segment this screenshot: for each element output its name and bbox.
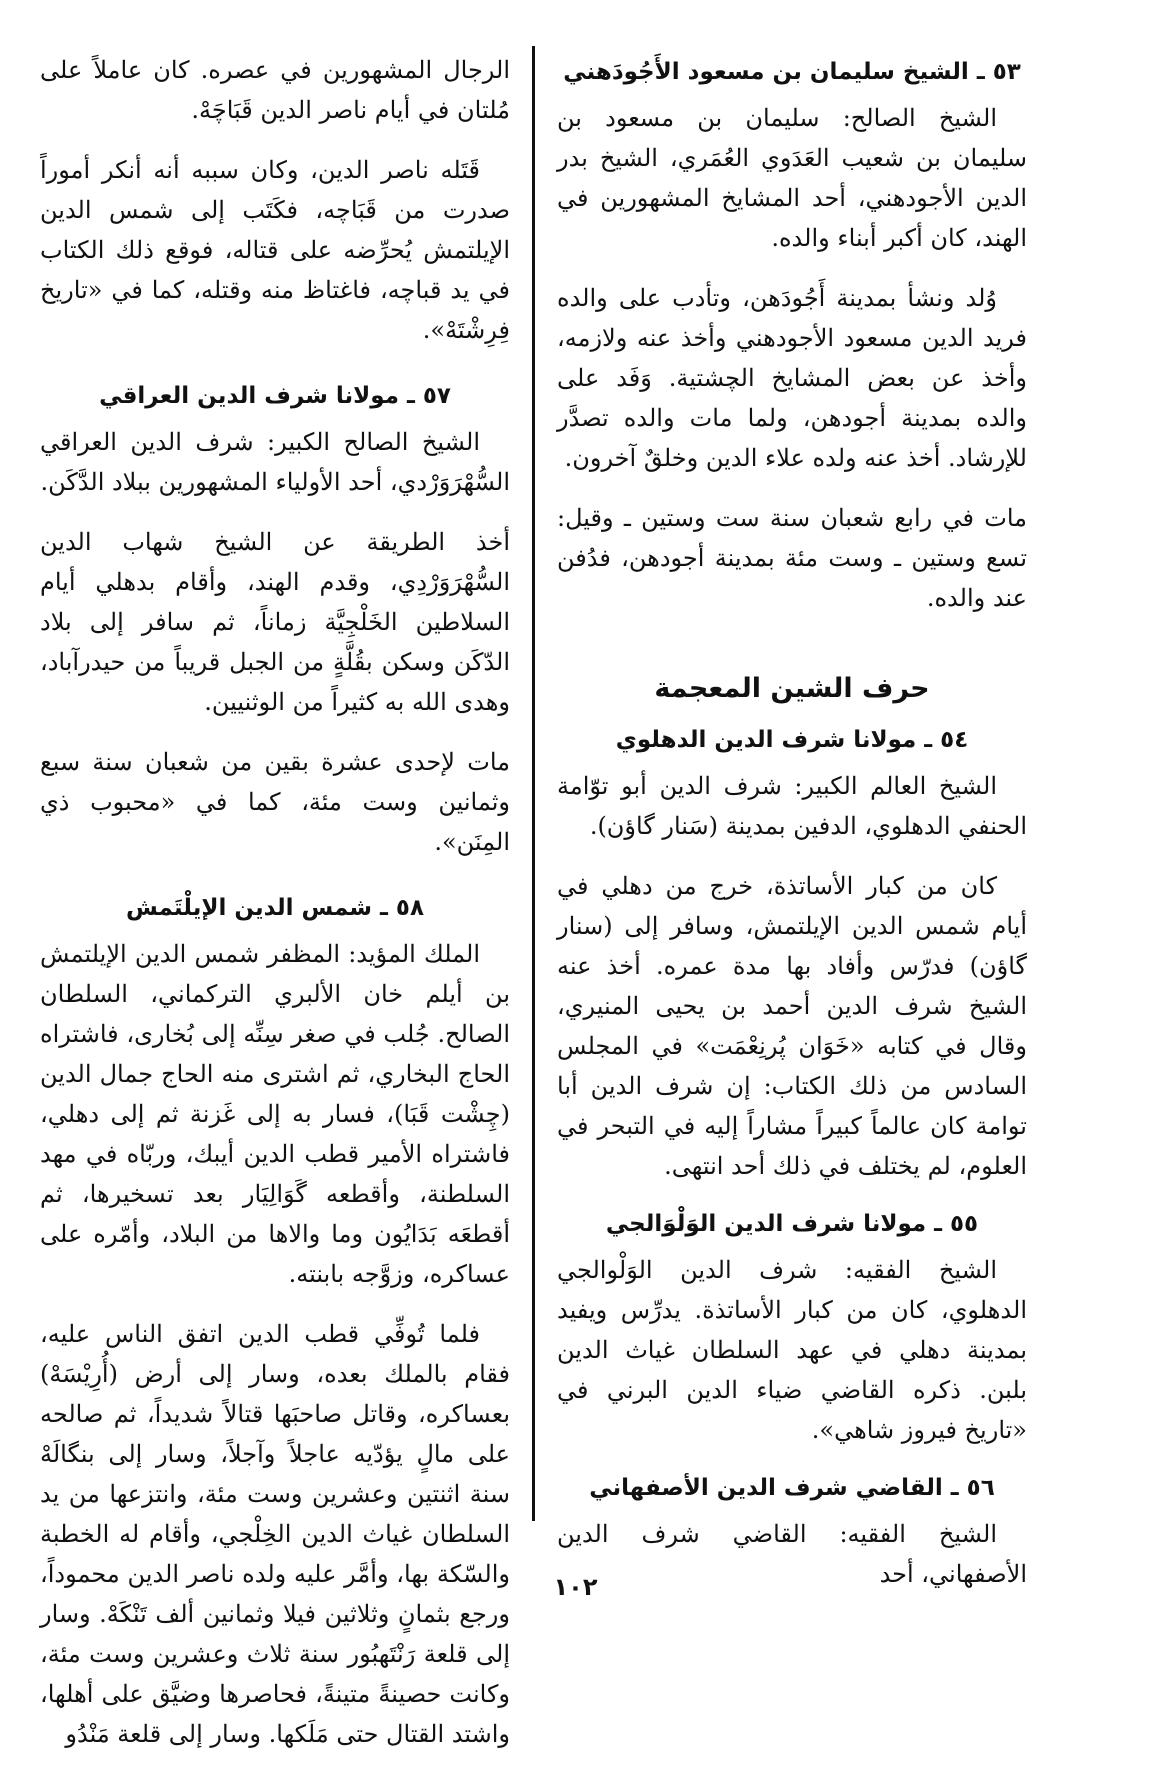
entry-54-paragraph: الشيخ العالم الكبير: شرف الدين أبو توّامة الحنفي الدهلوي، الدفين بمدينة (سَنار گاؤن). bbox=[557, 772, 1027, 840]
entry-54-paragraph: كان من كبار الأساتذة، خرج من دهلي في أيام شمس الدين الإيلتمش، وسافر إلى (سنار گاؤن) فدرّس وأفاد بها مدة عمره. أخذ عنه الشيخ شرف الدين أحمد بن يحيى المنيري، وقال في كتابه «خَوَان پُرنِعْمَت» في المجلس السادس من ذلك الكتاب: إن شرف الدين أبا توامة كان عالماً كبيراً مشاراً إليه في التبحر في العلوم، لم يختلف في ذلك أحد انتهى. bbox=[557, 872, 1027, 1180]
entry-58-paragraph: فلما تُوفِّي قطب الدين اتفق الناس عليه، فقام بالملك بعده، وسار إلى أرض (أُرِيْسَهْ) بعساكره، وقاتل صاحبَها قتالاً شديداً، ثم صالحه على مالٍ يؤدّيه عاجلاً وآجلاً، وسار إلى بنگالَهْ سنة اثنتين وعشرين وست مئة، وانتزعها من يد السلطان غياث الدين الخِلْجي، وأقام له الخطبة والسّكة بها، وأمَّر عليه ولده ناصر الدين محموداً، ورجع بثمانٍ وثلاثين فيلا وثمانين ألف تَنْكَهْ. وسار إلى قلعة رَنْتَهبُور سنة ثلاث وعشرين وست مئة، وكانت حصينةً متينةً، فحاصرها وضيَّق على أهلها، واشتد القتال حتى مَلَكها. وسار إلى قلعة مَنْدُو bbox=[40, 1320, 510, 1748]
letter-heading: حرف الشين المعجمة bbox=[654, 673, 930, 704]
entry-57-paragraph: الشيخ الصالح الكبير: شرف الدين العراقي السُّهْرَوَرْدي، أحد الأولياء المشهورين ببلاد الدَّكَن. bbox=[40, 428, 510, 496]
entry-53-paragraph: مات في رابع شعبان سنة ست وستين ـ وقيل: تسع وستين ـ وست مئة بمدينة أجودهن، فدُفن عند والده. bbox=[557, 504, 1027, 612]
left-column bbox=[40, 50, 510, 1774]
column-divider bbox=[532, 46, 535, 1521]
entry-57-title: ٥٧ ـ مولانا شرف الدين العراقي bbox=[99, 383, 451, 409]
entry-58-title: ٥٨ ـ شمس الدين الإيلْتَمش bbox=[125, 895, 424, 921]
entry-56-title: ٥٦ ـ القاضي شرف الدين الأصفهاني bbox=[589, 1475, 995, 1501]
entry-57-paragraph: مات لإحدى عشرة بقين من شعبان سنة سبع وثمانين وست مئة، كما في «محبوب ذي المِنَن». bbox=[40, 748, 510, 856]
continued-paragraph: الرجال المشهورين في عصره. كان عاملاً على مُلتان في أيام ناصر الدين قَبَاچَهْ. bbox=[40, 56, 510, 124]
entry-58-paragraph: الملك المؤيد: المظفر شمس الدين الإيلتمش بن أيلم خان الألبري التركماني، السلطان الصالح. جُلب في صغر سِنِّه إلى بُخارى، فاشتراه الحاج البخاري، ثم اشترى منه الحاج جمال الدين (چِشْت قَبَا)، فسار به إلى غَزنة ثم إلى دهلي، فاشتراه الأمير قطب الدين أيبك، وربّاه في مهد السلطنة، وأقطعه گَوَالِيَار بعد تسخيرها، ثم أقطعَه بَدَايُون وما والاها من البلاد، وأمّره على عساكره، وزوَّجه بابنته. bbox=[40, 940, 511, 1288]
entry-54-title: ٥٤ ـ مولانا شرف الدين الدهلوي bbox=[615, 727, 969, 753]
entry-56-paragraph: الشيخ الفقيه: القاضي شرف الدين الأصفهاني، أحد bbox=[557, 1520, 1027, 1588]
right-column bbox=[557, 50, 1027, 1614]
continued-paragraph: قَتَله ناصر الدين، وكان سببه أنه أنكر أموراً صدرت من قَبَاچه، فكَتَب إلى شمس الدين الإيلتمش يُحرِّضه على قتاله، فوقع ذلك الكتاب في يد قباچه، فاغتاظ منه وقتله، كما في «تاريخ فِرِشْتَهْ». bbox=[40, 156, 510, 344]
entry-57-paragraph: أخذ الطريقة عن الشيخ شهاب الدين السُّهْرَوَرْدِي، وقدم الهند، وأقام بدهلي أيام السلاطين الخَلْجِيَّة زماناً، ثم سافر إلى بلاد الدّكَن وسكن بقُلَّةٍ من الجبل قريباً من حيدرآباد، وهدى الله به كثيراً من الوثنيين. bbox=[40, 528, 510, 716]
entry-55-title: ٥٥ ـ مولانا شرف الدين الوَلْوَالجي bbox=[605, 1211, 979, 1237]
entry-53-title: ٥٣ ـ الشيخ سليمان بن مسعود الأَجُودَهني bbox=[563, 59, 1021, 85]
entry-53-paragraph: وُلد ونشأ بمدينة أَجُودَهن، وتأدب على والده فريد الدين مسعود الأجودهني وأخذ عنه ولازمه، وأخذ عن بعض المشايخ الچشتية. وَفَد على والده بمدينة أجودهن، ولما مات والده تصدَّر للإرشاد. أخذ عنه ولده علاء الدين وخلقٌ آخرون. bbox=[557, 284, 1027, 472]
entry-55-paragraph: الشيخ الفقيه: شرف الدين الوَلْوالجي الدهلوي، كان من كبار الأساتذة. يدرِّس ويفيد بمدينة دهلي في عهد السلطان غياث الدين بلبن. ذكره القاضي ضياء الدين البرني في «تاريخ فيروز شاهي». bbox=[557, 1256, 1027, 1444]
entry-53-paragraph: الشيخ الصالح: سليمان بن مسعود بن سليمان بن شعيب العَدَوي العُمَري، الشيخ بدر الدين الأجودهني، أحد المشايخ المشهورين في الهند، كان أكبر أبناء والده. bbox=[557, 104, 1027, 252]
page-number: ١٠٢ bbox=[553, 1573, 598, 1601]
